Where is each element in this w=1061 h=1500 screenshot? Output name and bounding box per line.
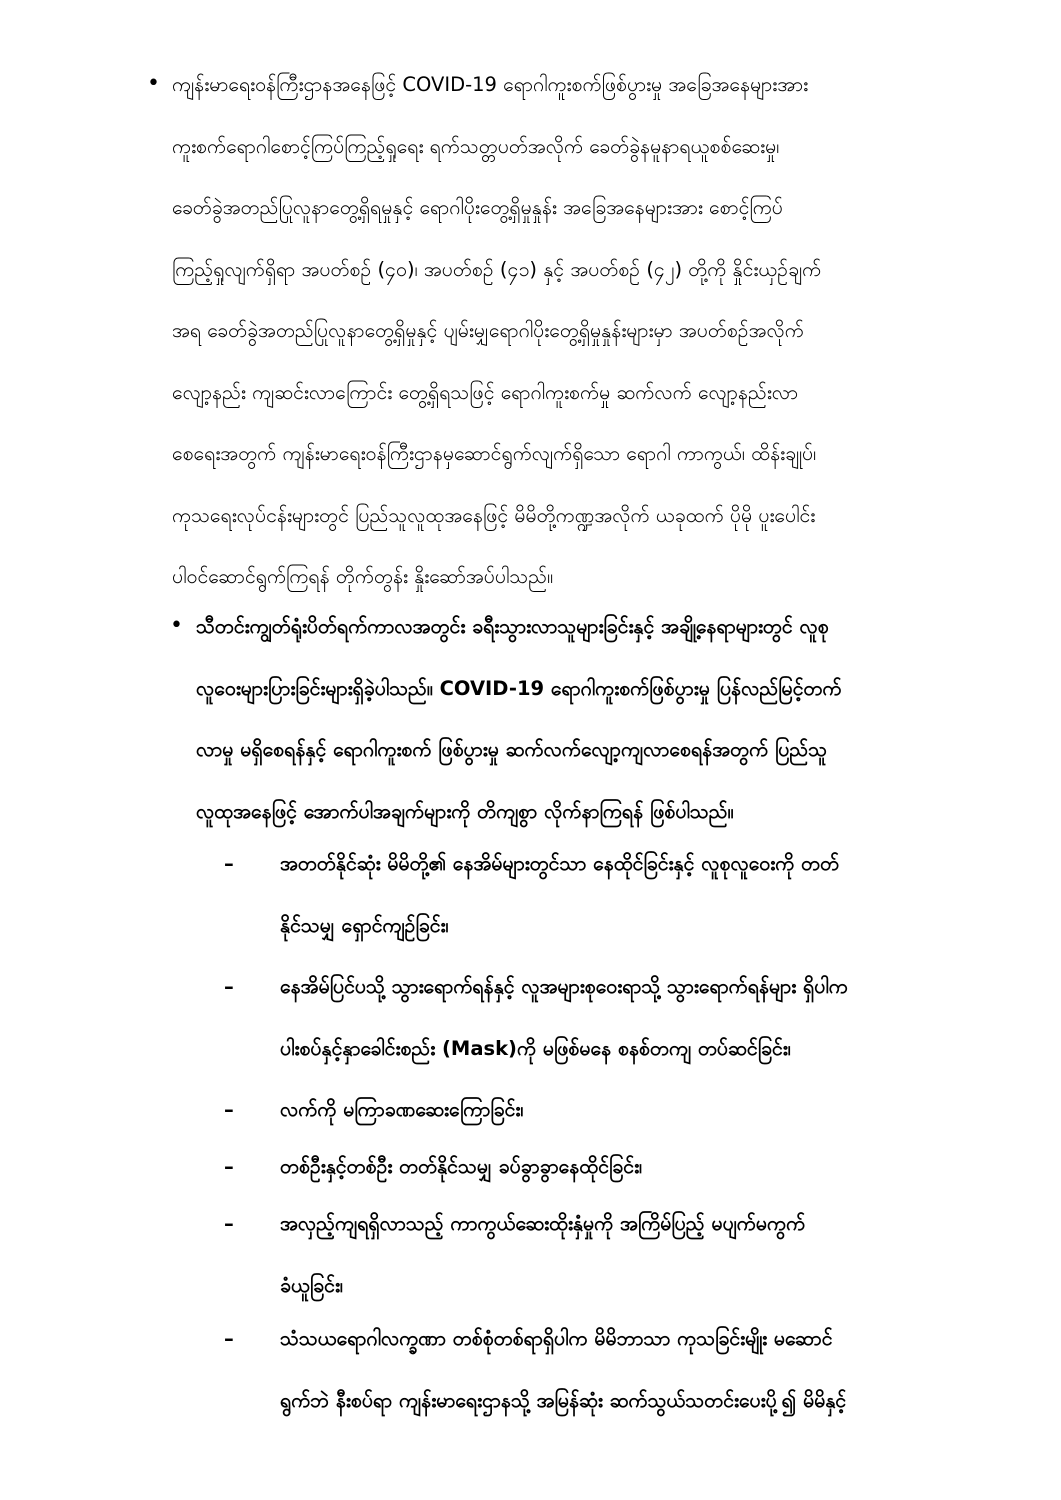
text-line: ပါဝင်ဆောင်ရွက်ကြရန် တိုက်တွန်း နှိုးဆော်အပ်ပါသည်။ xyxy=(172,565,554,588)
dash-icon: – xyxy=(224,1155,234,1178)
text-line: ကူးစက်ရောဂါစောင့်ကြပ်ကြည့်ရှုရေး ရက်သတ္တပတ်အလိုက် ခေတ်ခွဲနမူနာရယူစစ်ဆေးမှု၊ xyxy=(172,134,780,158)
text-line: သီတင်းကျွတ်ရုံးပိတ်ရက်ကာလအတွင်း ခရီးသွားလာသူများခြင်းနှင့် အချို့နေရာများတွင် လူစု xyxy=(196,615,829,638)
text-line: လူဝေးများပြားခြင်းများရှိခဲ့ပါသည်။ COVID-19 ရောဂါကူးစက်ဖြစ်ပွားမှု ပြန်လည်မြင့်တက် xyxy=(196,676,842,700)
text-line: သံသယရောဂါလက္ခဏာ တစ်စုံတစ်ရာရှိပါက မိမိဘာသာ ကုသခြင်းမျိုး မဆောင် xyxy=(280,1327,833,1350)
text-line: ပါးစပ်နှင့်နှာခေါင်းစည်း (Mask)ကို မဖြစ်မနေ စနစ်တကျ တပ်ဆင်ခြင်း၊ xyxy=(280,1036,791,1060)
text-line: ကျန်းမာရေးဝန်ကြီးဌာနအနေဖြင့် COVID-19 ရောဂါကူးစက်ဖြစ်ပွားမှု အခြေအနေများအား xyxy=(172,73,809,96)
text-line: နေအိမ်ပြင်ပသို့ သွားရောက်ရန်နှင့် လူအများစုဝေးရာသို့ သွားရောက်ရန်များ ရှိပါက xyxy=(280,975,848,998)
text-line: လျော့နည်း ကျဆင်းလာကြောင်း တွေ့ရှိရသဖြင့် ရောဂါကူးစက်မှု ဆက်လက် လျော့နည်းလာ xyxy=(172,380,799,404)
bullet-icon: • xyxy=(170,613,183,638)
dash-icon: – xyxy=(224,852,234,875)
text-line: လက်ကို မကြာခဏဆေးကြောခြင်း၊ xyxy=(280,1098,524,1121)
text-line: နိုင်သမျှ ရှောင်ကျဉ်ခြင်း၊ xyxy=(280,913,449,937)
dash-icon: – xyxy=(224,975,234,998)
paragraph-holiday-guidance xyxy=(196,608,1006,854)
text-line: ခေတ်ခွဲအတည်ပြုလူနာတွေ့ရှိရမှုနှင့် ရောဂါပိုးတွေ့ရှိမှုနှုန်း အခြေအနေများအား စောင့်ကြပ် xyxy=(172,196,783,219)
text-line: အလှည့်ကျရရှိလာသည့် ကာကွယ်ဆေးထိုးနှံမှုကို အကြိမ်ပြည့် မပျက်မကွက် xyxy=(280,1212,806,1235)
text-line: စေရေးအတွက် ကျန်းမာရေးဝန်ကြီးဌာနမှဆောင်ရွက်လျက်ရှိသော ရောဂါ ကာကွယ်၊ ထိန်းချုပ်၊ xyxy=(172,442,817,465)
text-line: ရွက်ဘဲ နီးစပ်ရာ ကျန်းမာရေးဌာနသို့ အမြန်ဆုံး ဆက်သွယ်သတင်းပေးပို့၍ မိမိနှင့် xyxy=(280,1388,847,1412)
text-line: တစ်ဦးနှင့်တစ်ဦး တတ်နိုင်သမျှ ခပ်ခွာခွာနေထိုင်ခြင်း၊ xyxy=(280,1155,643,1178)
text-line: ကြည့်ရှုလျက်ရှိရာ အပတ်စဉ် (၄၀)၊ အပတ်စဉ် (၄၁) နှင့် အပတ်စဉ် (၄၂) တို့ကို နှိုင်းယှဉ်ချက် xyxy=(172,257,822,281)
dash-icon: – xyxy=(224,1212,234,1235)
paragraph-ministry-notice xyxy=(172,66,1002,620)
text-line: ခံယူခြင်း၊ xyxy=(280,1273,343,1297)
dash-icon: – xyxy=(224,1327,234,1350)
bullet-icon: • xyxy=(147,71,160,96)
dash-icon: – xyxy=(224,1098,234,1121)
text-line: လူထုအနေဖြင့် အောက်ပါအချက်များကို တိကျစွာ လိုက်နာကြရန် ဖြစ်ပါသည်။ xyxy=(196,799,734,823)
text-line: အတတ်နိုင်ဆုံး မိမိတို့၏ နေအိမ်များတွင်သာ နေထိုင်ခြင်းနှင့် လူစုလူဝေးကို တတ် xyxy=(280,852,840,875)
text-line: ကုသရေးလုပ်ငန်းများတွင် ပြည်သူလူထုအနေဖြင့် မိမိတို့ကဏ္ဍအလိုက် ယခုထက် ပိုမို ပူးပေါင်း xyxy=(172,503,816,527)
text-line: လာမှု မရှိစေရန်နှင့် ရောဂါကူးစက် ဖြစ်ပွားမှု ဆက်လက်လျော့ကျလာစေရန်အတွက် ပြည်သူ xyxy=(196,738,828,761)
text-line: အရ ခေတ်ခွဲအတည်ပြုလူနာတွေ့ရှိမှုနှင့် ပျမ်းမျှရောဂါပိုးတွေ့ရှိမှုနှုန်းများမှာ အပတ်စဉ်အလိုက် xyxy=(172,319,804,342)
